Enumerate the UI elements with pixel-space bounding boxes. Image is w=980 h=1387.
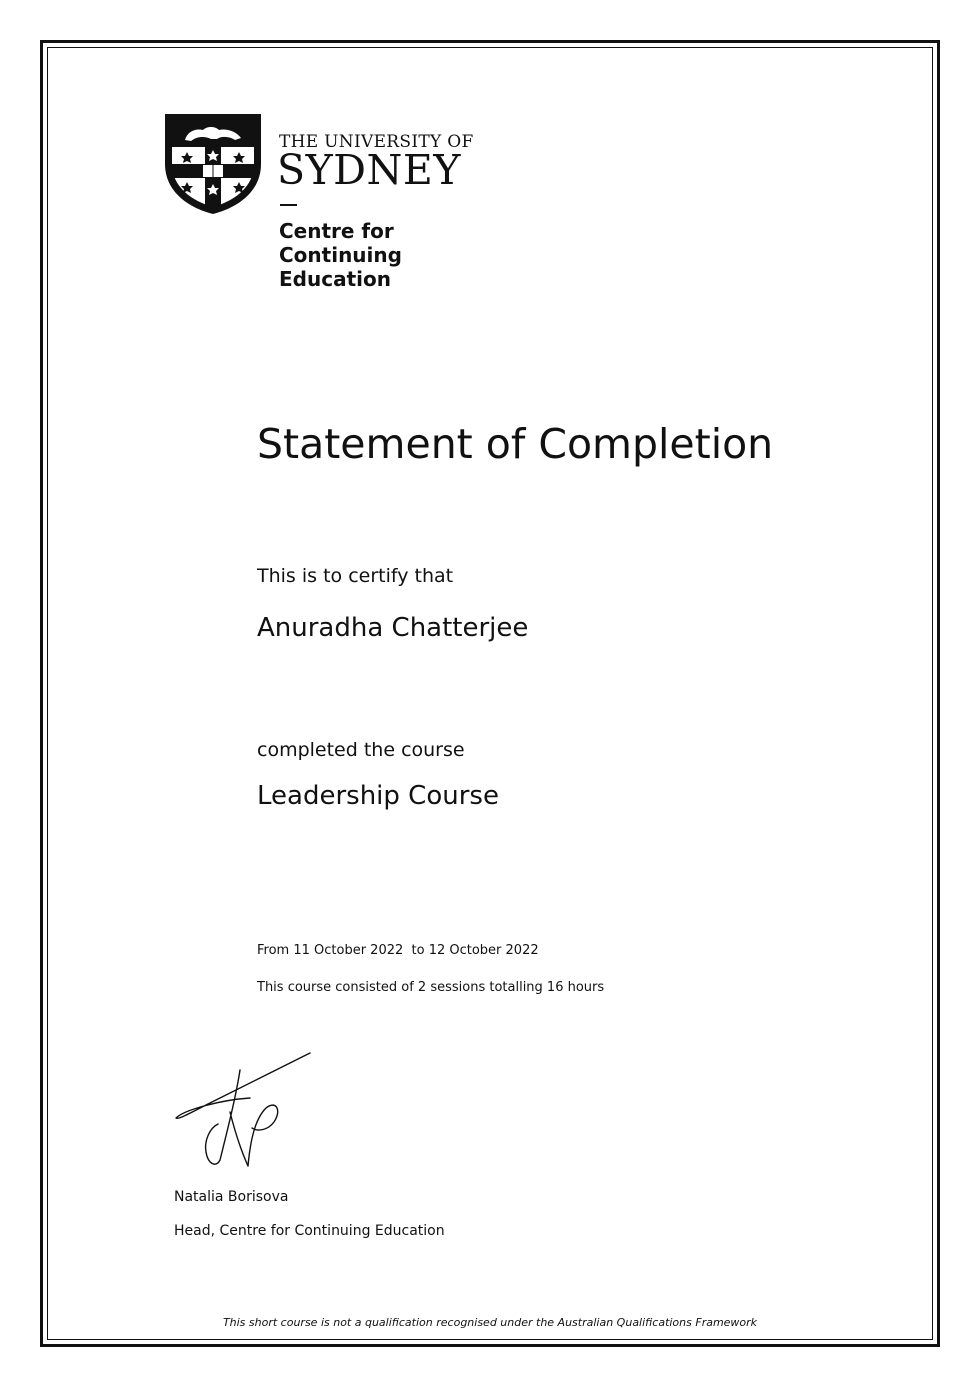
course-intro: completed the course [257,739,465,761]
disclaimer-note: This short course is not a qualification recognised under the Australian Qualifications Framework [222,1316,758,1329]
signatory-title: Head, Centre for Continuing Education [174,1223,445,1239]
university-name-line2: SYDNEY [277,146,461,194]
university-crest-icon [163,112,263,216]
department-line-1: Centre for [279,219,394,243]
logo-divider [280,204,297,206]
department-line-2: Continuing [279,243,402,267]
recipient-name: Anuradha Chatterjee [257,613,529,643]
department-name [279,219,479,291]
department-line-3: Education [279,267,391,291]
course-sessions-info: This course consisted of 2 sessions totalling 16 hours [257,980,605,995]
signatory-name: Natalia Borisova [174,1189,289,1205]
course-name: Leadership Course [257,781,499,811]
certify-intro: This is to certify that [257,565,454,587]
certificate-title: Statement of Completion [257,420,774,468]
crest-lion-head [207,127,215,135]
signature-icon [170,1048,320,1173]
university-name-line1: THE UNIVERSITY OF [279,132,474,152]
course-date-range: From 11 October 2022 to 12 October 2022 [257,943,539,958]
